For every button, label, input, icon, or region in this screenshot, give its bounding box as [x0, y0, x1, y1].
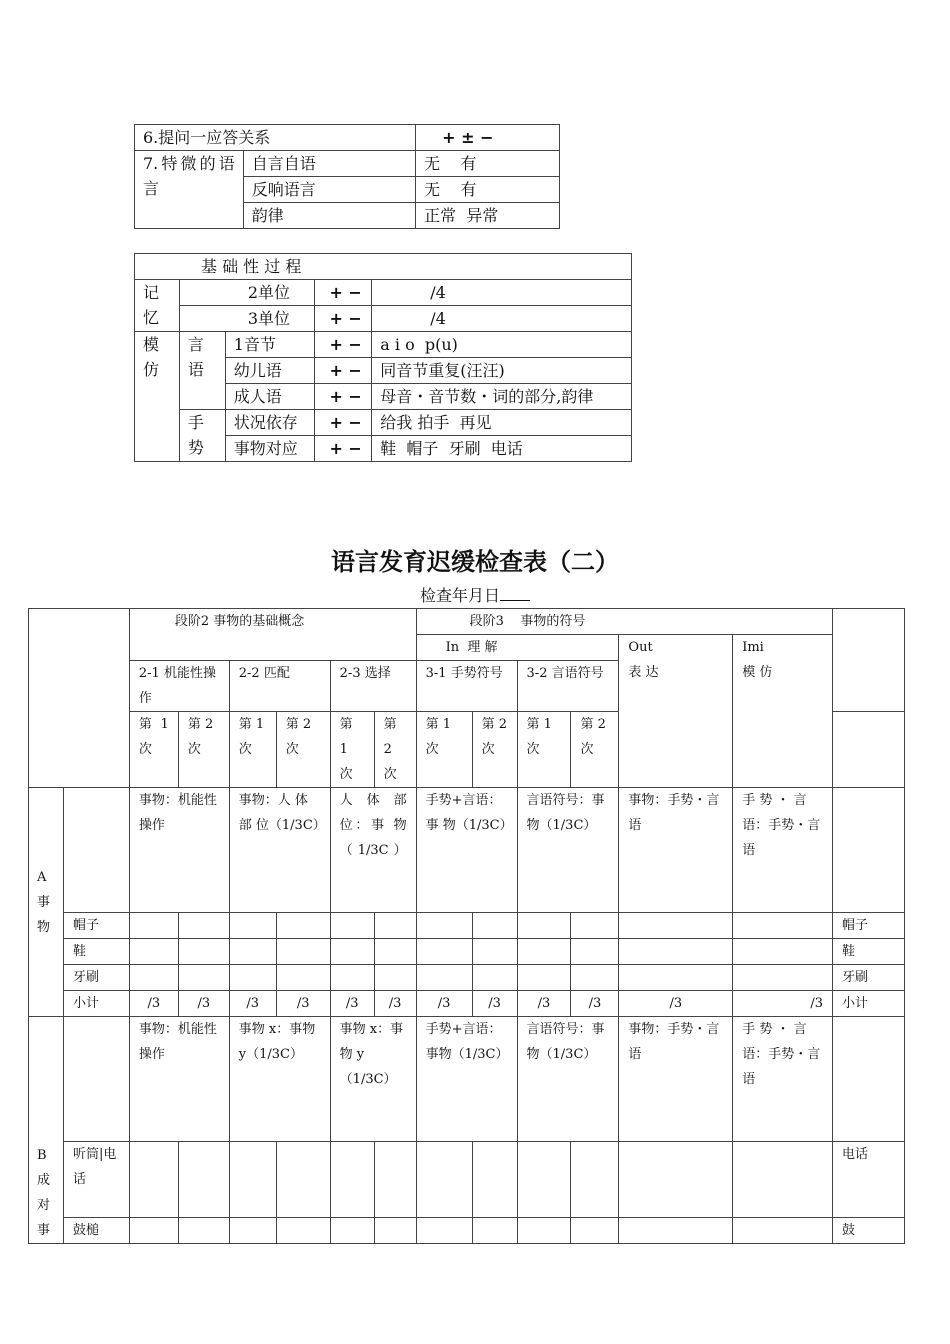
note-3unit: /4: [372, 306, 632, 332]
subtotal-value: /3: [229, 991, 276, 1017]
score-cell[interactable]: [619, 965, 733, 991]
subtotal-value: /3: [619, 991, 733, 1017]
trial-2: 第 2 次: [374, 712, 416, 788]
score-cell[interactable]: [472, 939, 517, 965]
subtotal-value: /3: [276, 991, 330, 1017]
out-label: Out: [628, 640, 653, 655]
item-drum-right: 鼓: [833, 1218, 905, 1244]
special-speech-label: 7.特微的语言: [135, 151, 244, 229]
checklist-table: [28, 608, 905, 1244]
pm-2unit: + −: [315, 280, 372, 306]
subtotal-value: /3: [517, 991, 571, 1017]
score-cell[interactable]: [276, 1218, 330, 1244]
score-cell[interactable]: [330, 913, 374, 939]
score-cell[interactable]: [229, 965, 276, 991]
score-cell[interactable]: [517, 939, 571, 965]
pm-situational: + −: [315, 410, 372, 436]
imi-label: Imi: [742, 640, 764, 655]
section-a-label: A事物: [29, 788, 64, 1017]
score-cell[interactable]: [619, 1142, 733, 1218]
score-cell[interactable]: [517, 913, 571, 939]
right-header-cell: [833, 609, 905, 712]
item-baby-talk: 幼儿语: [225, 358, 315, 384]
score-cell[interactable]: [178, 965, 229, 991]
right-blank-cell: [833, 1017, 905, 1142]
qa-relation-label: 6.提问一应答关系: [135, 125, 416, 151]
score-cell[interactable]: [733, 965, 833, 991]
label-blank: [63, 788, 129, 913]
score-cell[interactable]: [276, 913, 330, 939]
score-cell[interactable]: [374, 1142, 416, 1218]
table-row: [135, 410, 632, 436]
b-desc-out: 事物：手势・言语: [619, 1017, 733, 1142]
score-cell[interactable]: [178, 1142, 229, 1218]
score-cell[interactable]: [229, 1218, 276, 1244]
pm-object-match: + −: [315, 436, 372, 462]
score-cell[interactable]: [129, 913, 178, 939]
score-cell[interactable]: [178, 939, 229, 965]
item-situational: 状况依存: [225, 410, 315, 436]
score-cell[interactable]: [619, 1218, 733, 1244]
score-cell[interactable]: [178, 1218, 229, 1244]
score-cell[interactable]: [330, 939, 374, 965]
self-talk-options: 无 有: [416, 151, 560, 177]
stage2-header: 段阶2 事物的基础概念: [129, 609, 416, 661]
table-row: [29, 939, 905, 965]
self-talk-label: 自言自语: [243, 151, 415, 177]
table-row: [29, 1142, 905, 1218]
score-cell[interactable]: [619, 939, 733, 965]
subtotal-value: /3: [416, 991, 472, 1017]
score-cell[interactable]: [178, 913, 229, 939]
trial-1: 第 1 次: [416, 712, 472, 788]
stage3-header: 段阶3 事物的符号: [416, 609, 832, 635]
item-drumstick: 鼓槌: [63, 1218, 129, 1244]
item-toothbrush-right: 牙刷: [833, 965, 905, 991]
echolalia-options: 无 有: [416, 177, 560, 203]
table-row: [135, 125, 560, 151]
score-cell[interactable]: [330, 965, 374, 991]
imi-header: [733, 635, 833, 788]
imitation-label: 模仿: [135, 332, 180, 462]
pm-3unit: + −: [315, 306, 372, 332]
memory-label: 记忆: [135, 280, 180, 332]
table-row: [29, 965, 905, 991]
a-desc-3-2: 言语符号：事 物（1/3C）: [517, 788, 619, 913]
subtotal-label-right: 小计: [833, 991, 905, 1017]
corner-cell: [29, 609, 130, 788]
score-cell[interactable]: [517, 965, 571, 991]
trial-2: 第 2 次: [276, 712, 330, 788]
item-toothbrush: 牙刷: [63, 965, 129, 991]
score-cell[interactable]: [517, 1218, 571, 1244]
item-adult-talk: 成人语: [225, 384, 315, 410]
page-title: 语言发育迟缓检查表（二）: [331, 548, 619, 576]
score-cell[interactable]: [733, 1142, 833, 1218]
exam-date: [0, 583, 950, 606]
subtotal-value: /3: [472, 991, 517, 1017]
score-cell[interactable]: [374, 965, 416, 991]
item-hat-right: 帽子: [833, 913, 905, 939]
score-cell[interactable]: [571, 965, 619, 991]
score-cell[interactable]: [416, 913, 472, 939]
col-3-1: 3-1 手势符号: [416, 661, 517, 712]
basic-process-table: [134, 253, 632, 462]
score-cell[interactable]: [571, 913, 619, 939]
table-row: [135, 306, 632, 332]
col-2-2: 2-2 匹配: [229, 661, 330, 712]
note-baby-talk: 同音节重复(汪汪): [372, 358, 632, 384]
item-shoe: 鞋: [63, 939, 129, 965]
score-cell[interactable]: [416, 965, 472, 991]
score-cell[interactable]: [276, 939, 330, 965]
item-phone-right: 电话: [833, 1142, 905, 1218]
table-row: [29, 788, 905, 913]
note-syllable: a i o p(u): [372, 332, 632, 358]
item-syllable: 1音节: [225, 332, 315, 358]
item-3unit: 3单位: [179, 306, 315, 332]
table-row: [135, 280, 632, 306]
score-cell[interactable]: [472, 913, 517, 939]
speech-label: 言语: [179, 332, 225, 410]
trial-1: 第 1 次: [330, 712, 374, 788]
a-desc-out: 事物：手势・言语: [619, 788, 733, 913]
table-row: [135, 254, 632, 280]
col-3-2: 3-2 言语符号: [517, 661, 619, 712]
score-cell[interactable]: [571, 939, 619, 965]
item-receiver-phone: 听筒|电话: [63, 1142, 129, 1218]
score-cell[interactable]: [472, 1218, 517, 1244]
subtotal-value: /3: [374, 991, 416, 1017]
subtotal-value: /3: [129, 991, 178, 1017]
gesture-label: 手势: [179, 410, 225, 462]
score-cell[interactable]: [374, 1218, 416, 1244]
note-object-match: 鞋 帽子 牙刷 电话: [372, 436, 632, 462]
score-cell[interactable]: [229, 913, 276, 939]
score-cell[interactable]: [129, 1142, 178, 1218]
trial-1: 第 1 次: [129, 712, 178, 788]
b-desc-imi: 手 势 ・ 言语：手势・言语: [733, 1017, 833, 1142]
b-desc-2-1: 事物：机能性操作: [129, 1017, 229, 1142]
a-desc-2-3: 人 体 部 位：事 物（1/3C）: [330, 788, 416, 913]
item-2unit: 2单位: [179, 280, 315, 306]
a-desc-imi: 手 势 ・ 言语：手势・言语: [733, 788, 833, 913]
score-cell[interactable]: [129, 939, 178, 965]
item-object-match: 事物对应: [225, 436, 315, 462]
score-cell[interactable]: [472, 1142, 517, 1218]
date-blank[interactable]: [500, 586, 530, 601]
table-row: [135, 332, 632, 358]
section-b-label: B成对事: [29, 1017, 64, 1244]
in-understanding-header: In 理 解: [416, 635, 619, 661]
score-cell[interactable]: [571, 1218, 619, 1244]
pm-adult-talk: + −: [315, 384, 372, 410]
score-cell[interactable]: [330, 1218, 374, 1244]
score-cell[interactable]: [374, 913, 416, 939]
col-2-1: 2-1 机能性操作: [129, 661, 229, 712]
score-cell[interactable]: [374, 939, 416, 965]
table-row: [135, 151, 560, 177]
subtotal-value: /3: [178, 991, 229, 1017]
b-desc-2-2: 事物 x：事物 y（1/3C）: [229, 1017, 330, 1142]
score-cell[interactable]: [517, 1142, 571, 1218]
score-cell[interactable]: [229, 1142, 276, 1218]
label-blank: [63, 1017, 129, 1142]
score-cell[interactable]: [276, 965, 330, 991]
b-desc-2-3: 事物 x：事物 y（1/3C）: [330, 1017, 416, 1142]
score-cell[interactable]: [416, 1142, 472, 1218]
score-cell[interactable]: [276, 1142, 330, 1218]
a-desc-2-1: 事物：机能性操作: [129, 788, 229, 913]
note-2unit: /4: [372, 280, 632, 306]
trial-2: 第 2 次: [571, 712, 619, 788]
subtotal-label: 小计: [63, 991, 129, 1017]
out-sub: 表 达: [628, 665, 659, 680]
trial-1: 第 1 次: [229, 712, 276, 788]
prosody-label: 韵律: [243, 203, 415, 229]
score-cell[interactable]: [416, 939, 472, 965]
right-blank-cell: [833, 788, 905, 913]
basic-process-header: 基 础 性 过 程: [135, 254, 632, 280]
note-adult-talk: 母音・音节数・词的部分,韵律: [372, 384, 632, 410]
subtotal-value: /3: [330, 991, 374, 1017]
col-2-3: 2-3 选择: [330, 661, 416, 712]
score-cell[interactable]: [472, 965, 517, 991]
table-row: [29, 913, 905, 939]
subtotal-value: /3: [571, 991, 619, 1017]
score-cell[interactable]: [129, 965, 178, 991]
score-cell[interactable]: [416, 1218, 472, 1244]
note-situational: 给我 拍手 再见: [372, 410, 632, 436]
score-cell[interactable]: [733, 1218, 833, 1244]
subtotal-value: /3: [733, 991, 833, 1017]
b-desc-3-1: 手势+言语：事物（1/3C）: [416, 1017, 517, 1142]
score-cell[interactable]: [330, 1142, 374, 1218]
echolalia-label: 反响语言: [243, 177, 415, 203]
b-desc-3-2: 言语符号：事物（1/3C）: [517, 1017, 619, 1142]
pm-baby-talk: + −: [315, 358, 372, 384]
table-row: [29, 1218, 905, 1244]
pm-syllable: + −: [315, 332, 372, 358]
trial-1: 第 1 次: [517, 712, 571, 788]
out-header: [619, 635, 733, 788]
qa-options: + ± −: [416, 125, 560, 151]
item-shoe-right: 鞋: [833, 939, 905, 965]
a-desc-2-2: 事物：人 体 部 位（1/3C）: [229, 788, 330, 913]
trial-2: 第 2 次: [178, 712, 229, 788]
score-cell[interactable]: [733, 913, 833, 939]
score-cell[interactable]: [619, 913, 733, 939]
response-table: [134, 124, 560, 229]
prosody-options: 正常 异常: [416, 203, 560, 229]
table-row: [29, 609, 905, 635]
a-desc-3-1: 手势+言语：事 物（1/3C）: [416, 788, 517, 913]
score-cell[interactable]: [229, 939, 276, 965]
right-blank-cell: [833, 712, 905, 788]
score-cell[interactable]: [733, 939, 833, 965]
exam-date-label: 检查年月日: [419, 586, 500, 605]
score-cell[interactable]: [129, 1218, 178, 1244]
table-row: [29, 991, 905, 1017]
trial-2: 第 2 次: [472, 712, 517, 788]
imi-sub: 模 仿: [742, 665, 773, 680]
score-cell[interactable]: [571, 1142, 619, 1218]
item-hat: 帽子: [63, 913, 129, 939]
table-row: [29, 1017, 905, 1142]
